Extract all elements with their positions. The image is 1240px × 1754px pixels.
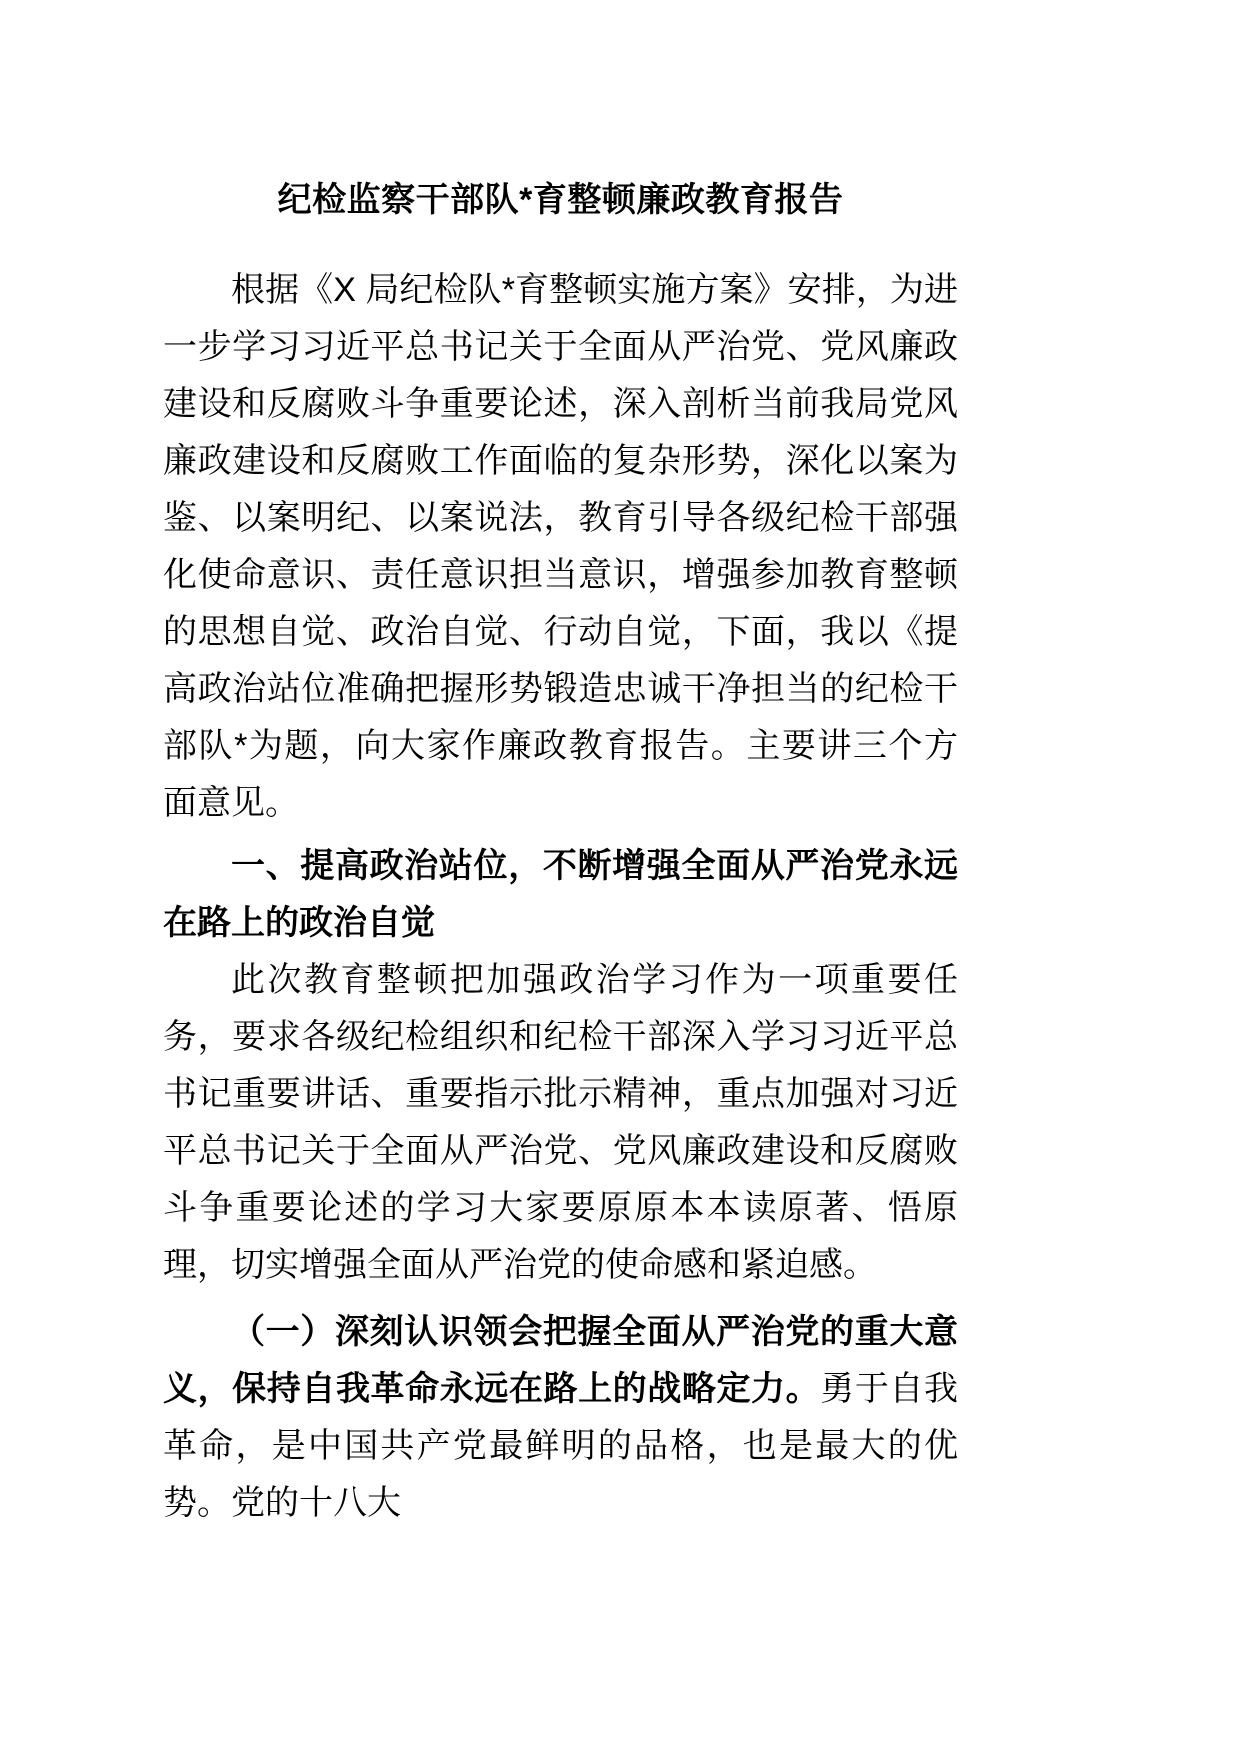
document-content — [163, 0, 958, 1532]
subsection-one — [163, 1304, 958, 1532]
page-title: 纪检监察干部队*育整顿廉政教育报告 — [277, 181, 844, 219]
paragraph-section-one-body: 此次教育整顿把加强政治学习作为一项重要任务，要求各级纪检组织和纪检干部深入学习习近平总书记重要讲话、重要指示批示精神，重点加强对习近平总书记关于全面从严治党、党风廉政建设和反腐败斗争重要论述的学习大家要原原本本读原著、悟原理，切实增强全面从严治党的使命感和紧迫感。 — [163, 960, 958, 1284]
paragraph-intro: 根据《X 局纪检队*育整顿实施方案》安排，为进一步学习习近平总书记关于全面从严治党、党风廉政建设和反腐败斗争重要论述，深入剖析当前我局党风廉政建设和反腐败工作面临的复杂形势，深化以案为鉴、以案明纪、以案说法，教育引导各级纪检干部强化使命意识、责任意识担当意识，增强参加教育整顿的思想自觉、政治自觉、行动自觉，下面，我以《提高政治站位准确把握形势锻造忠诚干净担当的纪检干部队*为题，向大家作廉政教育报告。主要讲三个方面意见。 — [163, 270, 958, 822]
title-body-spacer — [163, 224, 958, 262]
section-heading-one: 一、提高政治站位，不断增强全面从严治党永远在路上的政治自觉 — [163, 846, 958, 942]
section-spacer-2 — [163, 1294, 958, 1304]
subsection-one-lead: （一）深刻认识领会把握全面从严治党的重大意义，保持自我革命永远在路上的战略定力。 — [163, 1312, 958, 1408]
subsection-one-body: 勇于自我革命，是中国共产党最鲜明的品格，也是最大的优势。党的十八大 — [163, 1369, 959, 1522]
